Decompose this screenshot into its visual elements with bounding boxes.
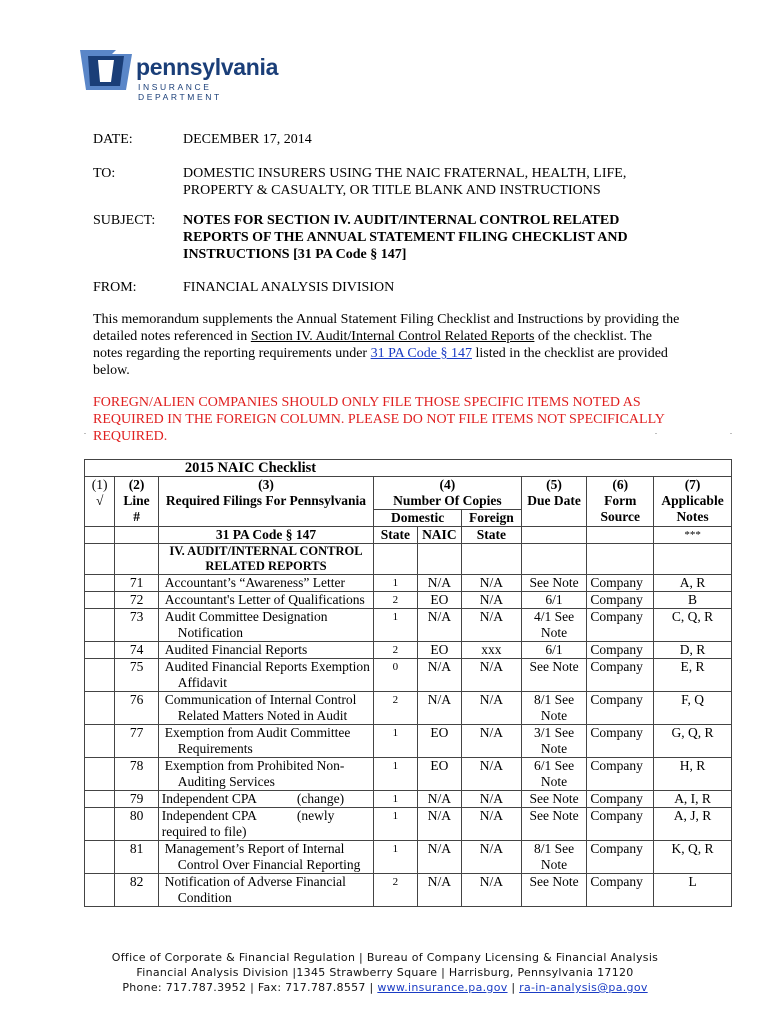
table-row (85, 758, 732, 791)
foreign-state-copies: N/A (462, 659, 522, 692)
footer-separator: | (507, 981, 520, 994)
filing-name: Exemption from Audit Committee Requirements (158, 725, 373, 758)
foreign-state-copies: N/A (462, 874, 522, 907)
foreign-state-copies: N/A (462, 692, 522, 725)
pa-code-link[interactable]: 31 PA Code § 147 (370, 346, 472, 361)
form-source: Company (587, 758, 654, 791)
footer-line-1: Office of Corporate & Financial Regulation | Bureau of Company Licensing & Financial Analysis (111, 951, 659, 964)
domestic-header: Domestic (374, 510, 462, 527)
domestic-state-copies: 0 (374, 659, 417, 692)
form-source: Company (587, 642, 654, 659)
form-source: Company (587, 841, 654, 874)
line-number: 78 (115, 758, 158, 791)
filing-name: Communication of Internal Control Related Matters Noted in Audit (158, 692, 373, 725)
foreign-state-copies: N/A (462, 609, 522, 642)
line-number: 76 (115, 692, 158, 725)
table-row (85, 592, 732, 609)
applicable-notes: C, Q, R (654, 609, 732, 642)
foreign-state-copies: N/A (462, 791, 522, 808)
from-label: FROM: (93, 280, 137, 295)
due-date: 4/1 See Note (521, 609, 587, 642)
check-cell (85, 874, 115, 907)
line-number: 82 (115, 874, 158, 907)
check-cell (85, 609, 115, 642)
footer-line-3 (0, 980, 770, 995)
applicable-notes: F, Q (654, 692, 732, 725)
applicable-notes: G, Q, R (654, 725, 732, 758)
form-source: Company (587, 874, 654, 907)
filing-name: Management’s Report of Internal Control Over Financial Reporting (158, 841, 373, 874)
line-number: 80 (115, 808, 158, 841)
due-date: See Note (521, 808, 587, 841)
domestic-state-copies: 2 (374, 592, 417, 609)
domestic-state-copies: 2 (374, 692, 417, 725)
domestic-state-copies: 1 (374, 808, 417, 841)
foreign-state-copies: xxx (462, 642, 522, 659)
filing-name: Audited Financial Reports Exemption Affidavit (158, 659, 373, 692)
line-number: 81 (115, 841, 158, 874)
intro-paragraph (93, 311, 683, 379)
domestic-state-copies: 1 (374, 609, 417, 642)
applicable-notes: A, R (654, 575, 732, 592)
website-link[interactable]: www.insurance.pa.gov (377, 981, 508, 994)
filing-name: Audit Committee Designation Notification (158, 609, 373, 642)
foreign-state-copies: N/A (462, 841, 522, 874)
line-number: 73 (115, 609, 158, 642)
domestic-state-copies: 2 (374, 874, 417, 907)
check-cell (85, 791, 115, 808)
foreign-warning: FOREGN/ALIEN COMPANIES SHOULD ONLY FILE THOSE SPECIFIC ITEMS NOTED AS REQUIRED IN THE FOREIGN COLUMN. PLEASE DO NOT FILE ITEMS NOT SPECIFICALLY REQUIRED. (93, 395, 665, 444)
due-date: 6/1 (521, 642, 587, 659)
filing-name: Accountant’s “Awareness” Letter (158, 575, 373, 592)
naic-copies: N/A (417, 791, 461, 808)
para-text-1: This memorandum supplements the Annual Statement Filing Checklist and Instructions by providing the detailed notes referenced in (93, 312, 680, 344)
applicable-notes: L (654, 874, 732, 907)
table-row (85, 725, 732, 758)
domestic-state-copies: 1 (374, 791, 417, 808)
check-cell (85, 725, 115, 758)
check-cell (85, 758, 115, 791)
naic-copies: EO (417, 592, 461, 609)
filing-name: Exemption from Prohibited Non-Auditing Services (158, 758, 373, 791)
foreign-state-copies: N/A (462, 575, 522, 592)
table-row (85, 575, 732, 592)
check-cell (85, 841, 115, 874)
filing-name: Independent CPA (newly required to file) (158, 808, 373, 841)
col-source-header: (6) Form Source (587, 477, 654, 527)
form-source: Company (587, 592, 654, 609)
date-label: DATE: (93, 132, 133, 147)
table-row (85, 841, 732, 874)
para-text-2: of the checklist. The notes regarding the reporting requirements under (93, 329, 652, 361)
due-date: 8/1 See Note (521, 841, 587, 874)
keystone-icon (78, 48, 134, 92)
email-link[interactable]: ra-in-analysis@pa.gov (519, 981, 648, 994)
margin-dot: . (655, 427, 657, 436)
footer-phone: Phone: 717.787.3952 | Fax: 717.787.8557 | (122, 981, 378, 994)
naic-copies: N/A (417, 659, 461, 692)
pa-insurance-logo (78, 48, 298, 102)
line-number: 74 (115, 642, 158, 659)
table-row (85, 874, 732, 907)
col-filings-header: (3) Required Filings For Pennsylvania (158, 477, 373, 527)
table-row (85, 642, 732, 659)
margin-dot: . (84, 427, 86, 436)
checklist-title: 2015 NAIC Checklist (115, 460, 732, 477)
section-iv-heading: IV. AUDIT/INTERNAL CONTROL RELATED REPORTS (158, 544, 373, 575)
applicable-notes: E, R (654, 659, 732, 692)
line-number: 75 (115, 659, 158, 692)
domestic-naic-header: NAIC (417, 527, 461, 544)
domestic-state-header: State (374, 527, 417, 544)
table-row (85, 609, 732, 642)
due-date: 6/1 (521, 592, 587, 609)
foreign-state-copies: N/A (462, 758, 522, 791)
due-date: 6/1 See Note (521, 758, 587, 791)
naic-copies: N/A (417, 841, 461, 874)
to-value: DOMESTIC INSURERS USING THE NAIC FRATERNAL, HEALTH, LIFE, PROPERTY & CASUALTY, OR TITLE BLANK AND INSTRUCTIONS (183, 166, 627, 198)
due-date: 8/1 See Note (521, 692, 587, 725)
naic-copies: N/A (417, 874, 461, 907)
applicable-notes: H, R (654, 758, 732, 791)
filing-name: Notification of Adverse Financial Condition (158, 874, 373, 907)
footer-line-2: Financial Analysis Division |1345 Strawberry Square | Harrisburg, Pennsylvania 17120 (136, 966, 634, 979)
col-copies-header: (4) Number Of Copies (374, 477, 522, 510)
naic-copies: EO (417, 758, 461, 791)
check-cell (85, 692, 115, 725)
filing-name: Accountant's Letter of Qualifications (158, 592, 373, 609)
line-number: 77 (115, 725, 158, 758)
logo-word: pennsylvania (136, 54, 279, 80)
col-line-header: (2) Line # (115, 477, 158, 527)
line-number: 79 (115, 791, 158, 808)
due-date: See Note (521, 791, 587, 808)
domestic-state-copies: 1 (374, 575, 417, 592)
naic-copies: EO (417, 642, 461, 659)
to-label: TO: (93, 166, 116, 181)
filing-name: Audited Financial Reports (158, 642, 373, 659)
due-date: 3/1 See Note (521, 725, 587, 758)
foreign-header: Foreign (462, 510, 522, 527)
naic-copies: N/A (417, 575, 461, 592)
applicable-notes: B (654, 592, 732, 609)
domestic-state-copies: 1 (374, 841, 417, 874)
domestic-state-copies: 1 (374, 725, 417, 758)
form-source: Company (587, 808, 654, 841)
form-source: Company (587, 575, 654, 592)
foreign-state-copies: N/A (462, 725, 522, 758)
table-row (85, 791, 732, 808)
form-source: Company (587, 791, 654, 808)
applicable-notes: A, J, R (654, 808, 732, 841)
col-check-header: (1) √ (85, 477, 115, 527)
due-date: See Note (521, 874, 587, 907)
naic-checklist-table (84, 459, 732, 907)
line-number: 72 (115, 592, 158, 609)
section-reference: Section IV. Audit/Internal Control Related Reports (250, 329, 535, 344)
foreign-state-copies: N/A (462, 808, 522, 841)
pa-code-header: 31 PA Code § 147 (158, 527, 373, 544)
subject-label: SUBJECT: (93, 213, 156, 228)
naic-copies: N/A (417, 808, 461, 841)
domestic-state-copies: 1 (374, 758, 417, 791)
col-notes-header: (7) Applicable Notes (654, 477, 732, 527)
notes-asterisks: *** (654, 527, 732, 544)
filing-name: Independent CPA (change) (158, 791, 373, 808)
table-row (85, 659, 732, 692)
check-cell (85, 642, 115, 659)
due-date: See Note (521, 575, 587, 592)
naic-copies: N/A (417, 692, 461, 725)
form-source: Company (587, 609, 654, 642)
line-number: 71 (115, 575, 158, 592)
domestic-state-copies: 2 (374, 642, 417, 659)
form-source: Company (587, 725, 654, 758)
foreign-state-header: State (462, 527, 522, 544)
form-source: Company (587, 692, 654, 725)
applicable-notes: K, Q, R (654, 841, 732, 874)
check-cell (85, 659, 115, 692)
subject-value: NOTES FOR SECTION IV. AUDIT/INTERNAL CONTROL RELATED REPORTS OF THE ANNUAL STATEMENT FILING CHECKLIST AND INSTRUCTIONS [31 PA Code § 147] (183, 213, 628, 262)
margin-dot: . (730, 427, 732, 436)
due-date: See Note (521, 659, 587, 692)
form-source: Company (587, 659, 654, 692)
applicable-notes: D, R (654, 642, 732, 659)
check-cell (85, 575, 115, 592)
table-row (85, 808, 732, 841)
date-value: DECEMBER 17, 2014 (183, 132, 312, 147)
check-cell (85, 808, 115, 841)
col-due-header: (5) Due Date (521, 477, 587, 527)
from-value: FINANCIAL ANALYSIS DIVISION (183, 280, 395, 295)
logo-subtitle: INSURANCE DEPARTMENT (138, 82, 222, 102)
para-text-3: listed in the checklist are provided below. (93, 346, 668, 378)
table-row (85, 692, 732, 725)
naic-copies: EO (417, 725, 461, 758)
naic-copies: N/A (417, 609, 461, 642)
foreign-state-copies: N/A (462, 592, 522, 609)
check-cell (85, 592, 115, 609)
applicable-notes: A, I, R (654, 791, 732, 808)
